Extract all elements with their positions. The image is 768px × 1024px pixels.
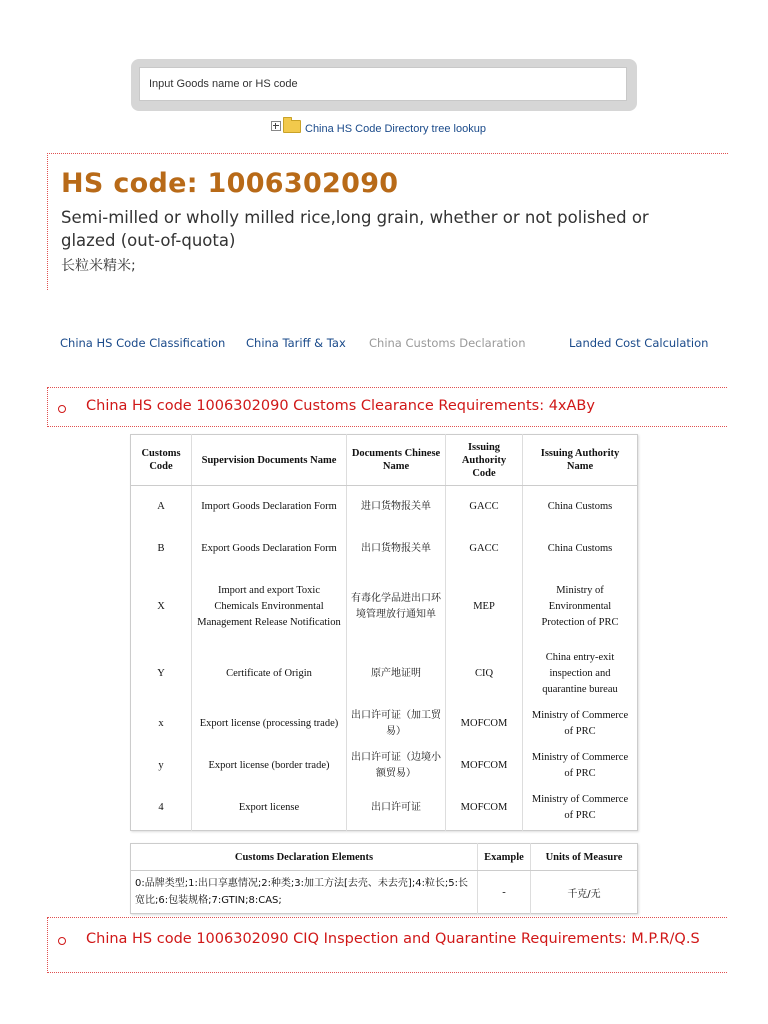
declaration-example: - — [478, 871, 531, 914]
hs-code-description: Semi-milled or wholly milled rice,long grain, whether or not polished or glazed (out-of-quota) — [61, 208, 649, 250]
declaration-elements-table — [130, 843, 638, 914]
hs-code-panel — [47, 153, 728, 290]
directory-tree-link[interactable] — [271, 120, 486, 138]
document-name: Import and export Toxic Chemicals Environmental Management Release Notification — [192, 570, 347, 645]
authority-code: MOFCOM — [446, 787, 523, 831]
column-header: Supervision Documents Name — [192, 435, 347, 486]
tab-hs-classification[interactable]: China HS Code Classification — [60, 336, 226, 350]
expand-plus-icon[interactable] — [271, 121, 281, 131]
tab-customs-declaration[interactable]: China Customs Declaration — [369, 336, 526, 350]
column-header: Issuing Authority Code — [446, 435, 523, 486]
document-name: Export license (border trade) — [192, 745, 347, 787]
table-row — [131, 528, 638, 570]
search-input[interactable]: Input Goods name or HS code — [139, 67, 627, 101]
customs-code: A — [157, 500, 165, 512]
authority-name: China entry-exit inspection and quarantine bureau — [523, 645, 638, 703]
tab-tariff-tax[interactable]: China Tariff & Tax — [246, 336, 346, 350]
hs-code-chinese-name: 长粒米精米; — [61, 258, 136, 274]
table-row — [131, 570, 638, 645]
hs-code-title: HS code: 1006302090 — [61, 168, 399, 199]
folder-icon — [283, 120, 301, 133]
authority-code: GACC — [446, 528, 523, 570]
bullet-icon — [58, 405, 66, 413]
document-name: Export license — [192, 787, 347, 831]
authority-name: China Customs — [523, 528, 638, 570]
authority-code: CIQ — [446, 645, 523, 703]
document-name: Certificate of Origin — [192, 645, 347, 703]
authority-code: MOFCOM — [446, 745, 523, 787]
customs-code: X — [157, 601, 165, 612]
directory-tree-link-label[interactable]: China HS Code Directory tree lookup — [305, 123, 486, 135]
column-header: Example — [478, 844, 531, 871]
declaration-elements: 0:品牌类型;1:出口享惠情况;2:种类;3:加工方法[去壳、未去壳];4:粒长;5:长宽比;6:包装规格;7:GTIN;8:CAS; — [135, 878, 469, 906]
authority-code: MOFCOM — [446, 703, 523, 745]
authority-name: Ministry of Commerce of PRC — [523, 787, 638, 831]
search-container — [131, 59, 637, 111]
column-header: Issuing Authority Name — [523, 435, 638, 486]
customs-code: B — [157, 542, 165, 554]
clearance-table — [130, 434, 638, 831]
table-row — [131, 486, 638, 528]
column-header: Customs Code — [131, 435, 192, 486]
document-chinese-name: 原产地证明 — [347, 645, 446, 703]
authority-name: Ministry of Commerce of PRC — [523, 703, 638, 745]
customs-code: 4 — [158, 802, 164, 814]
customs-code: Y — [157, 667, 165, 679]
column-header: Documents Chinese Name — [347, 435, 446, 486]
table-row — [131, 645, 638, 703]
document-name: Export license (processing trade) — [192, 703, 347, 745]
document-name: Import Goods Declaration Form — [192, 486, 347, 528]
table-row — [131, 787, 638, 831]
authority-code: GACC — [446, 486, 523, 528]
document-name: Export Goods Declaration Form — [192, 528, 347, 570]
authority-name: Ministry of Commerce of PRC — [523, 745, 638, 787]
column-header: Units of Measure — [531, 844, 638, 871]
document-chinese-name: 出口许可证（边境小额贸易） — [347, 745, 446, 787]
document-chinese-name: 有毒化学品进出口环境管理放行通知单 — [347, 570, 446, 645]
unit-of-measure: 千克/无 — [531, 871, 638, 914]
table-row — [131, 871, 638, 914]
clearance-requirements-heading — [47, 387, 727, 427]
clearance-heading-text: China HS code 1006302090 Customs Clearance Requirements: 4xABy — [86, 398, 595, 414]
document-chinese-name: 出口许可证 — [347, 787, 446, 831]
customs-code: x — [158, 717, 164, 729]
authority-code: MEP — [446, 570, 523, 645]
document-chinese-name: 进口货物报关单 — [347, 486, 446, 528]
tab-landed-cost[interactable]: Landed Cost Calculation — [569, 336, 709, 350]
table-row — [131, 703, 638, 745]
authority-name: China Customs — [523, 486, 638, 528]
ciq-heading-text: China HS code 1006302090 CIQ Inspection and Quarantine Requirements: M.P.R/Q.S — [86, 931, 700, 947]
ciq-requirements-heading — [47, 917, 727, 973]
column-header: Customs Declaration Elements — [131, 844, 478, 871]
document-chinese-name: 出口许可证（加工贸易） — [347, 703, 446, 745]
table-row — [131, 745, 638, 787]
document-chinese-name: 出口货物报关单 — [347, 528, 446, 570]
authority-name: Ministry of Environmental Protection of PRC — [523, 570, 638, 645]
customs-code: y — [158, 759, 164, 771]
